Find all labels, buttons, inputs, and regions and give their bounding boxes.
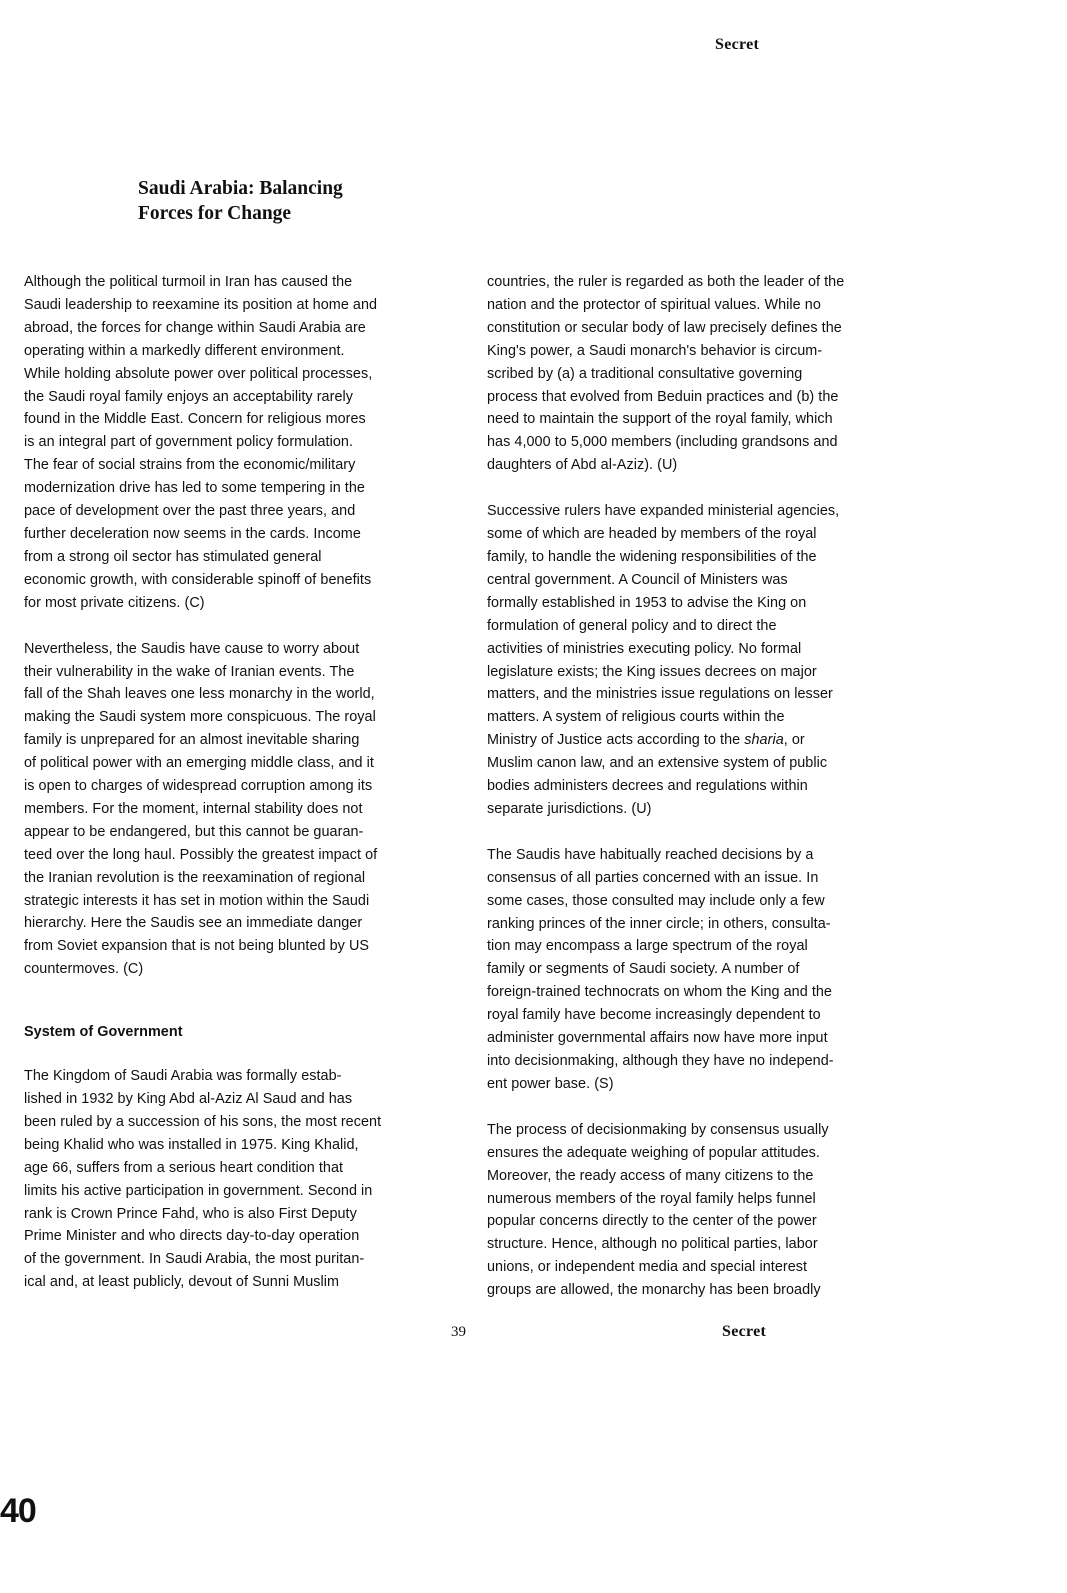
left-column [24,271,468,1317]
paragraph-ruler-role: countries, the ruler is regarded as both the leader of the nation and the protector of spiritual values. While no constitution or secular body of law precisely defines the King's power, a Saudi monarch's behavior is circum- scribed by (a) a traditional consultative governing process that evolved from Beduin practices and (b) the need to maintain the support of the royal family, which has 4,000 to 5,000 members (including grandsons and daughters of Abd al-Aziz). (U) [487,274,845,474]
paragraph-intro: Although the political turmoil in Iran has caused the Saudi leadership to reexamine its position at home and abroad, the forces for change within Saudi Arabia are operating within a markedly different environment. While holding absolute power over political processes, the Saudi royal family enjoys an acceptability rarely found in the Middle East. Concern for religious mores is an integral part of government policy formulation. The fear of social strains from the economic/military modernization drive has led to some tempering in the pace of development over the past three years, and further deceleration now seems in the cards. Income from a strong oil sector has stimulated general economic growth, with considerable spinoff of benefits for most private citizens. (C) [24,274,378,611]
paragraph-text: Successive rulers have expanded ministerial agencies, some of which are headed by members of the royal family, to handle the widening responsibilities of the central government. A Council of Ministers was formally established in 1953 to advise the King on formulation of general policy and to direct the activities of ministries executing policy. No formal legislature exists; the King issues decrees on major matters, and the ministries issue regulations on lesser matters. A system of religious courts within the Ministry of Justice acts according to the [487,503,840,749]
outer-page-number: 40 [0,1492,36,1530]
sharia-term: sharia [744,732,784,749]
paragraph-ministerial-agencies [487,500,927,821]
paragraph-vulnerability: Nevertheless, the Saudis have cause to worry about their vulnerability in the wake of Iranian events. The fall of the Shah leaves one less monarchy in the world, making the Saudi system more conspicuous. The royal family is unprepared for an almost inevitable sharing of political power with an emerging middle class, and it is open to charges of widespread corruption among its members. For the moment, internal stability does not appear to be endangered, but this cannot be guaran- teed over the long haul. Possibly the greatest impact of the Iranian revolution is the reexamination of regional strategic interests it has set in motion within the Saudi hierarchy. Here the Saudis see an immediate danger from Soviet expansion that is not being blunted by US countermoves. (C) [24,640,378,978]
page-number: 39 [451,1324,466,1340]
classification-marking-top: Secret [715,36,760,53]
right-column [487,271,927,1325]
paragraph-decisionmaking-process: The process of decisionmaking by consensus usually ensures the adequate weighing of popular attitudes. Moreover, the ready access of many citizens to the numerous members of the royal family helps funnel popular concerns directly to the center of the power structure. Hence, although no political parties, labor unions, or independent media and special interest groups are allowed, the monarchy has been broadly [487,1121,829,1299]
paragraph-kingdom-history: The Kingdom of Saudi Arabia was formally estab- lished in 1932 by King Abd al-Aziz Al Saud and has been ruled by a succession of his sons, the most recent being Khalid who was installed in 1975. King Khalid, age 66, suffers from a serious heart condition that limits his active participation in government. Second in rank is Crown Prince Fahd, who is also First Deputy Prime Minister and who directs day-to-day operation of the government. In Saudi Arabia, the most puritan- ical and, at least publicly, devout of Sunni Muslim [24,1068,382,1291]
paragraph-text-continued: , or Muslim canon law, and an extensive system of public bodies administers decrees and regulations within separate jurisdictions. (U) [487,732,828,817]
paragraph-consensus: The Saudis have habitually reached decisions by a consensus of all parties concerned with an issue. In some cases, those consulted may include only a few ranking princes of the inner circle; in others, consulta- tion may encompass a large spectrum of the royal family or segments of Saudi society. A number of foreign-trained technocrats on whom the King and the royal family have become increasingly dependent to administer governmental affairs now have more input into decisionmaking, although they have no independ- ent power base. (S) [487,846,834,1092]
section-heading-system-of-government: System of Government [24,1024,183,1041]
classification-marking-bottom: Secret [722,1323,767,1340]
article-title: Saudi Arabia: Balancing Forces for Change [138,178,343,224]
